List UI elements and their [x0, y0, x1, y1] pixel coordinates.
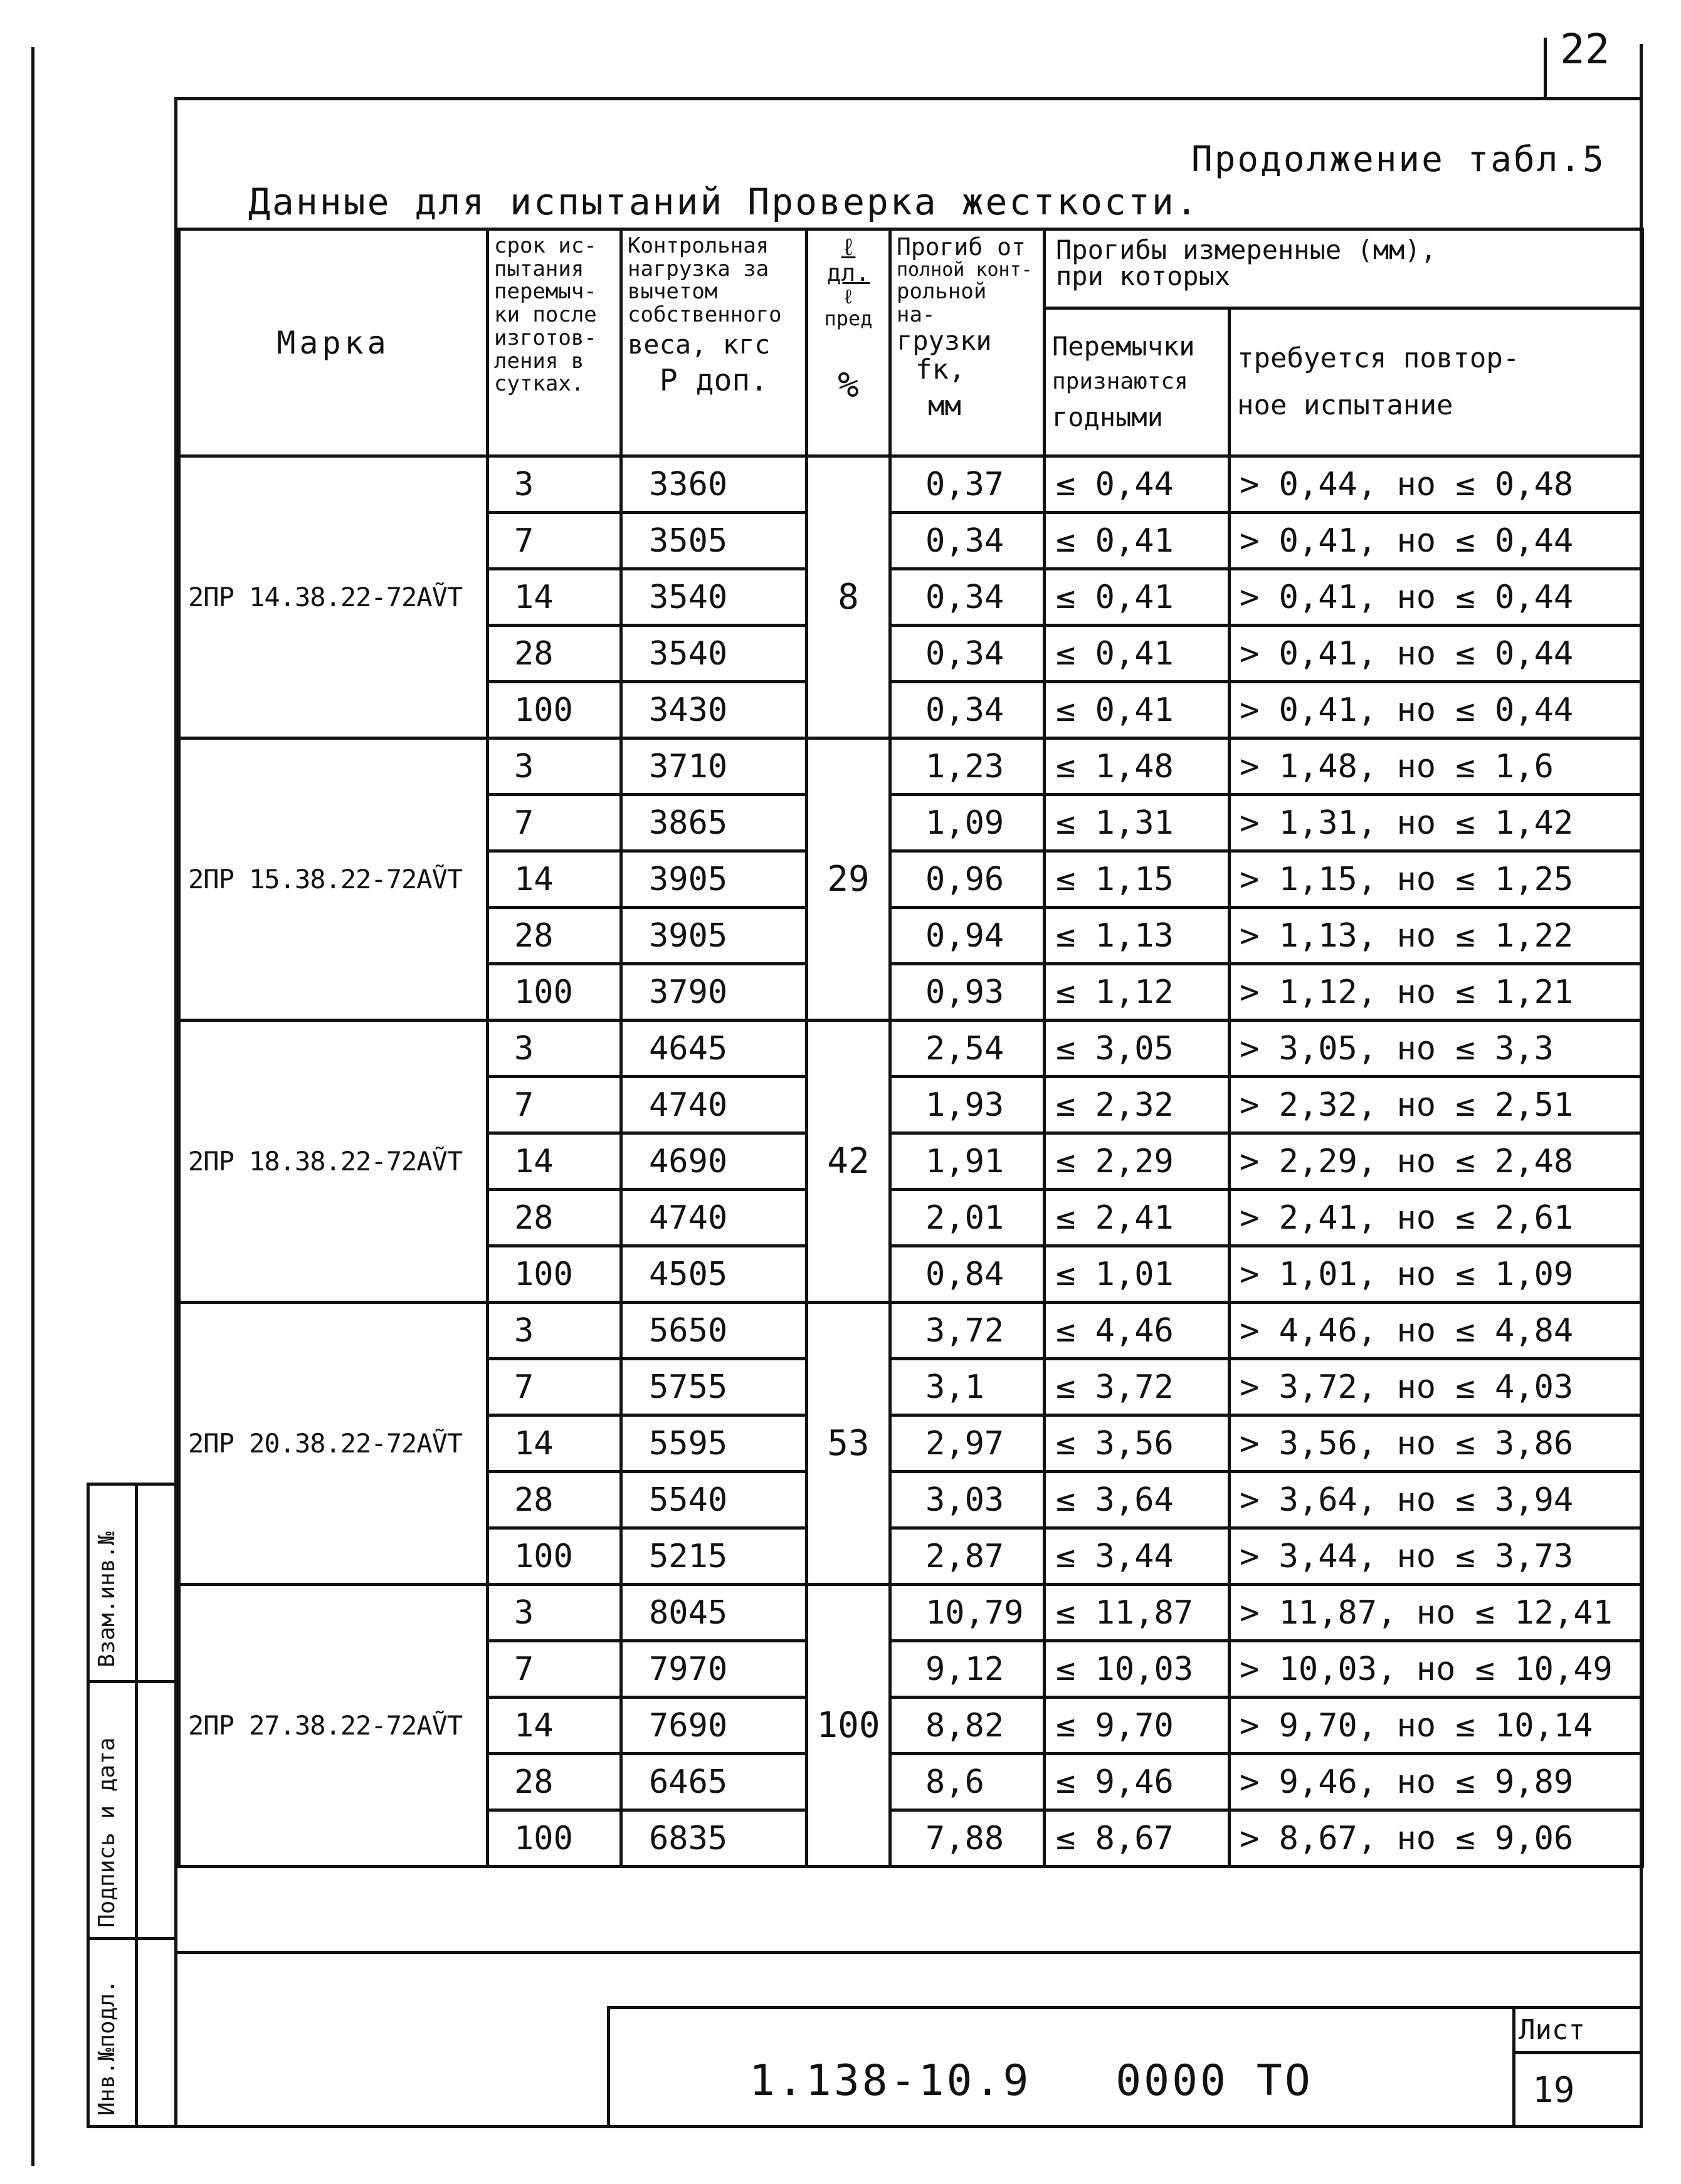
- header-load-line: веса, кгс: [628, 328, 771, 360]
- load-cell: 4740: [621, 1077, 807, 1133]
- header-repeat-line: требуется повтор-: [1237, 342, 1520, 374]
- days-cell: 3: [488, 456, 621, 513]
- table-continuation: Продолжение табл.5: [1191, 139, 1606, 180]
- ok-cell: ≤ 1,01: [1045, 1246, 1230, 1303]
- ok-cell: ≤ 3,05: [1045, 1021, 1230, 1077]
- load-cell: 3710: [621, 738, 807, 795]
- header-deflection-line: рольной на-: [897, 279, 987, 328]
- header-mark: Марка: [179, 229, 488, 456]
- ok-cell: ≤ 0,41: [1045, 626, 1230, 682]
- load-cell: 4645: [621, 1021, 807, 1077]
- percent-cell: 29: [807, 738, 890, 1021]
- repeat-cell: > 1,13, но ≤ 1,22: [1230, 908, 1643, 964]
- header-ok-line: Перемычки: [1052, 330, 1195, 362]
- repeat-cell: > 1,01, но ≤ 1,09: [1230, 1246, 1643, 1303]
- deflection-cell: 0,34: [890, 513, 1045, 569]
- header-deflection-unit: мм: [928, 389, 961, 422]
- repeat-cell: > 2,41, но ≤ 2,61: [1230, 1190, 1643, 1246]
- repeat-cell: > 0,41, но ≤ 0,44: [1230, 626, 1643, 682]
- ok-cell: ≤ 2,29: [1045, 1133, 1230, 1190]
- header-load-line: вычетом: [628, 279, 718, 305]
- repeat-cell: > 1,31, но ≤ 1,42: [1230, 795, 1643, 851]
- repeat-cell: > 1,48, но ≤ 1,6: [1230, 738, 1643, 795]
- title-block-top-line: [177, 1951, 1641, 1954]
- header-ratio-bottom: ℓ пред: [824, 285, 873, 330]
- load-cell: 6465: [621, 1754, 807, 1810]
- page-number-divider: [1544, 38, 1547, 97]
- header-term-line: перемыч-: [494, 279, 597, 305]
- header-ratio: [807, 229, 890, 456]
- days-cell: 7: [488, 1641, 621, 1698]
- load-cell: 3505: [621, 513, 807, 569]
- page-number: 22: [1560, 25, 1610, 73]
- frame-top-line: [176, 97, 1643, 100]
- header-ratio-top: ℓ дл.: [826, 233, 870, 287]
- load-cell: 4505: [621, 1246, 807, 1303]
- days-cell: 7: [488, 795, 621, 851]
- ok-cell: ≤ 1,31: [1045, 795, 1230, 851]
- deflection-cell: 0,84: [890, 1246, 1045, 1303]
- repeat-cell: > 0,41, но ≤ 0,44: [1230, 682, 1643, 738]
- ok-cell: ≤ 3,72: [1045, 1359, 1230, 1415]
- days-cell: 100: [488, 964, 621, 1021]
- load-cell: 3540: [621, 569, 807, 626]
- mark-cell: 2ПР 15.38.22-72AṼT: [179, 738, 488, 1021]
- ok-cell: ≤ 3,56: [1045, 1415, 1230, 1472]
- ok-cell: ≤ 1,48: [1045, 738, 1230, 795]
- ok-cell: ≤ 9,46: [1045, 1754, 1230, 1810]
- table-row: [179, 738, 1643, 795]
- percent-cell: 53: [807, 1303, 890, 1585]
- table-row: [179, 456, 1643, 513]
- header-ok-line: годными: [1052, 401, 1164, 433]
- header-deflection-symbol: fк,: [915, 354, 966, 386]
- ok-cell: ≤ 4,46: [1045, 1303, 1230, 1359]
- repeat-cell: > 3,05, но ≤ 3,3: [1230, 1021, 1643, 1077]
- days-cell: 14: [488, 1698, 621, 1754]
- sheet-box-left-line: [1512, 2006, 1515, 2128]
- ok-cell: ≤ 2,41: [1045, 1190, 1230, 1246]
- days-cell: 3: [488, 1021, 621, 1077]
- ok-cell: ≤ 0,41: [1045, 569, 1230, 626]
- header-ratio-unit: %: [838, 365, 859, 406]
- load-cell: 5540: [621, 1472, 807, 1528]
- deflection-cell: 3,1: [890, 1359, 1045, 1415]
- deflection-cell: 1,91: [890, 1133, 1045, 1190]
- repeat-cell: > 3,64, но ≤ 3,94: [1230, 1472, 1643, 1528]
- ok-cell: ≤ 3,64: [1045, 1472, 1230, 1528]
- ok-cell: ≤ 2,32: [1045, 1077, 1230, 1133]
- days-cell: 28: [488, 1190, 621, 1246]
- deflection-cell: 8,6: [890, 1754, 1045, 1810]
- header-deflection-line: грузки: [897, 325, 992, 356]
- load-cell: 3865: [621, 795, 807, 851]
- load-cell: 7970: [621, 1641, 807, 1698]
- ok-cell: ≤ 8,67: [1045, 1810, 1230, 1867]
- deflection-cell: 0,34: [890, 682, 1045, 738]
- deflection-cell: 0,34: [890, 626, 1045, 682]
- load-cell: 5755: [621, 1359, 807, 1415]
- repeat-cell: > 4,46, но ≤ 4,84: [1230, 1303, 1643, 1359]
- header-measured-line: при которых: [1056, 261, 1231, 291]
- repeat-cell: > 1,15, но ≤ 1,25: [1230, 851, 1643, 908]
- stamp-signature-date: Подпись и дата: [94, 1737, 120, 1928]
- deflection-cell: 1,23: [890, 738, 1045, 795]
- repeat-cell: > 10,03, но ≤ 10,49: [1230, 1641, 1643, 1698]
- left-margin-line: [31, 47, 34, 2166]
- ok-cell: ≤ 1,12: [1045, 964, 1230, 1021]
- repeat-cell: > 0,41, но ≤ 0,44: [1230, 569, 1643, 626]
- title-block-left-line: [607, 2006, 610, 2128]
- load-cell: 3360: [621, 456, 807, 513]
- header-term-line: пытания: [494, 256, 584, 281]
- sheet-box-mid-line: [1512, 2051, 1641, 2054]
- days-cell: 3: [488, 1585, 621, 1641]
- mark-cell: 2ПР 20.38.22-72AṼT: [179, 1303, 488, 1585]
- deflection-cell: 1,93: [890, 1077, 1045, 1133]
- deflection-cell: 1,09: [890, 795, 1045, 851]
- ok-cell: ≤ 11,87: [1045, 1585, 1230, 1641]
- repeat-cell: > 1,12, но ≤ 1,21: [1230, 964, 1643, 1021]
- days-cell: 14: [488, 569, 621, 626]
- frame-bottom-line: [88, 2125, 1643, 2128]
- days-cell: 14: [488, 851, 621, 908]
- deflection-cell: 2,97: [890, 1415, 1045, 1472]
- deflection-cell: 3,72: [890, 1303, 1045, 1359]
- days-cell: 14: [488, 1133, 621, 1190]
- days-cell: 100: [488, 1810, 621, 1867]
- days-cell: 28: [488, 626, 621, 682]
- days-cell: 7: [488, 1359, 621, 1415]
- deflection-cell: 8,82: [890, 1698, 1045, 1754]
- side-stamp-top-line: [87, 1483, 177, 1486]
- deflection-cell: 2,54: [890, 1021, 1045, 1077]
- deflection-cell: 9,12: [890, 1641, 1045, 1698]
- header-term: [488, 229, 621, 456]
- days-cell: 7: [488, 513, 621, 569]
- days-cell: 100: [488, 1528, 621, 1585]
- repeat-cell: > 2,29, но ≤ 2,48: [1230, 1133, 1643, 1190]
- load-cell: 3540: [621, 626, 807, 682]
- ok-cell: ≤ 1,15: [1045, 851, 1230, 908]
- side-stamp-sep-2: [87, 1937, 177, 1940]
- side-stamp-divider: [135, 1483, 138, 2128]
- table-row: [179, 1021, 1643, 1077]
- header-term-line: изготов-: [494, 325, 597, 350]
- days-cell: 7: [488, 1077, 621, 1133]
- ok-cell: ≤ 10,03: [1045, 1641, 1230, 1698]
- mark-cell: 2ПР 14.38.22-72AṼT: [179, 456, 488, 738]
- days-cell: 14: [488, 1415, 621, 1472]
- sheet-label: Лист: [1519, 2014, 1585, 2046]
- header-measured: [1045, 229, 1643, 308]
- days-cell: 28: [488, 1754, 621, 1810]
- percent-cell: 100: [807, 1585, 890, 1867]
- load-cell: 3905: [621, 908, 807, 964]
- header-load-line: собственного: [628, 302, 782, 328]
- stamp-vzam-inv: Взам.инв.№: [94, 1531, 120, 1667]
- title-block-doc-line: [607, 2006, 1641, 2009]
- header-ok: [1045, 308, 1230, 456]
- repeat-cell: > 0,41, но ≤ 0,44: [1230, 513, 1643, 569]
- header-load: [621, 229, 807, 456]
- header-load-line: Контрольная: [628, 233, 769, 258]
- deflection-cell: 2,87: [890, 1528, 1045, 1585]
- days-cell: 28: [488, 1472, 621, 1528]
- repeat-cell: > 9,70, но ≤ 10,14: [1230, 1698, 1643, 1754]
- deflection-cell: 0,94: [890, 908, 1045, 964]
- header-deflection-line: полной конт-: [897, 259, 1033, 281]
- deflection-cell: 0,96: [890, 851, 1045, 908]
- header-repeat-line: ное испытание: [1237, 389, 1453, 421]
- document-code: 1.138-10.9 0000 ТО: [749, 2056, 1313, 2106]
- deflection-cell: 0,34: [890, 569, 1045, 626]
- load-cell: 8045: [621, 1585, 807, 1641]
- load-cell: 7690: [621, 1698, 807, 1754]
- days-cell: 3: [488, 738, 621, 795]
- ok-cell: ≤ 3,44: [1045, 1528, 1230, 1585]
- load-cell: 5215: [621, 1528, 807, 1585]
- deflection-cell: 0,93: [890, 964, 1045, 1021]
- repeat-cell: > 3,72, но ≤ 4,03: [1230, 1359, 1643, 1415]
- table-row: [179, 1585, 1643, 1641]
- header-deflection: [890, 229, 1045, 456]
- percent-cell: 8: [807, 456, 890, 738]
- ok-cell: ≤ 9,70: [1045, 1698, 1230, 1754]
- ok-cell: ≤ 0,44: [1045, 456, 1230, 513]
- deflection-cell: 10,79: [890, 1585, 1045, 1641]
- header-term-line: сутках.: [494, 371, 584, 397]
- data-table: [177, 228, 1644, 1868]
- days-cell: 28: [488, 908, 621, 964]
- mark-cell: 2ПР 27.38.22-72AṼT: [179, 1585, 488, 1867]
- load-cell: 3430: [621, 682, 807, 738]
- header-term-line: ления в: [494, 348, 584, 374]
- repeat-cell: > 11,87, но ≤ 12,41: [1230, 1585, 1643, 1641]
- side-stamp-left-line: [87, 1483, 90, 2128]
- repeat-cell: > 3,44, но ≤ 3,73: [1230, 1528, 1643, 1585]
- percent-cell: 42: [807, 1021, 890, 1303]
- deflection-cell: 7,88: [890, 1810, 1045, 1867]
- deflection-cell: 3,03: [890, 1472, 1045, 1528]
- header-term-line: срок ис-: [494, 233, 597, 258]
- load-cell: 6835: [621, 1810, 807, 1867]
- load-cell: 4690: [621, 1133, 807, 1190]
- stamp-inv-podl: Инв.№подл.: [94, 1980, 120, 2116]
- ok-cell: ≤ 1,13: [1045, 908, 1230, 964]
- load-cell: 5650: [621, 1303, 807, 1359]
- header-deflection-line: Прогиб от: [897, 233, 1026, 261]
- load-cell: 5595: [621, 1415, 807, 1472]
- repeat-cell: > 8,67, но ≤ 9,06: [1230, 1810, 1643, 1867]
- load-cell: 4740: [621, 1190, 807, 1246]
- header-ok-line: признаются: [1052, 369, 1188, 395]
- days-cell: 100: [488, 1246, 621, 1303]
- mark-cell: 2ПР 18.38.22-72AṼT: [179, 1021, 488, 1303]
- repeat-cell: > 9,46, но ≤ 9,89: [1230, 1754, 1643, 1810]
- header-load-symbol: Р доп.: [659, 363, 769, 399]
- deflection-cell: 2,01: [890, 1190, 1045, 1246]
- ok-cell: ≤ 0,41: [1045, 682, 1230, 738]
- header-load-line: нагрузка за: [628, 256, 769, 281]
- table-title: Данные для испытаний Проверка жесткости.: [248, 181, 1199, 223]
- repeat-cell: > 3,56, но ≤ 3,86: [1230, 1415, 1643, 1472]
- repeat-cell: > 2,32, но ≤ 2,51: [1230, 1077, 1643, 1133]
- ok-cell: ≤ 0,41: [1045, 513, 1230, 569]
- days-cell: 3: [488, 1303, 621, 1359]
- table-body: [179, 456, 1643, 1867]
- header-repeat: [1230, 308, 1643, 456]
- repeat-cell: > 0,44, но ≤ 0,48: [1230, 456, 1643, 513]
- load-cell: 3790: [621, 964, 807, 1021]
- header-measured-line: Прогибы измеренные (мм),: [1056, 234, 1436, 265]
- load-cell: 3905: [621, 851, 807, 908]
- deflection-cell: 0,37: [890, 456, 1045, 513]
- days-cell: 100: [488, 682, 621, 738]
- sheet-number: 19: [1532, 2070, 1575, 2111]
- side-stamp-sep-1: [87, 1680, 177, 1683]
- header-term-line: ки после: [494, 302, 597, 328]
- table-row: [179, 1303, 1643, 1359]
